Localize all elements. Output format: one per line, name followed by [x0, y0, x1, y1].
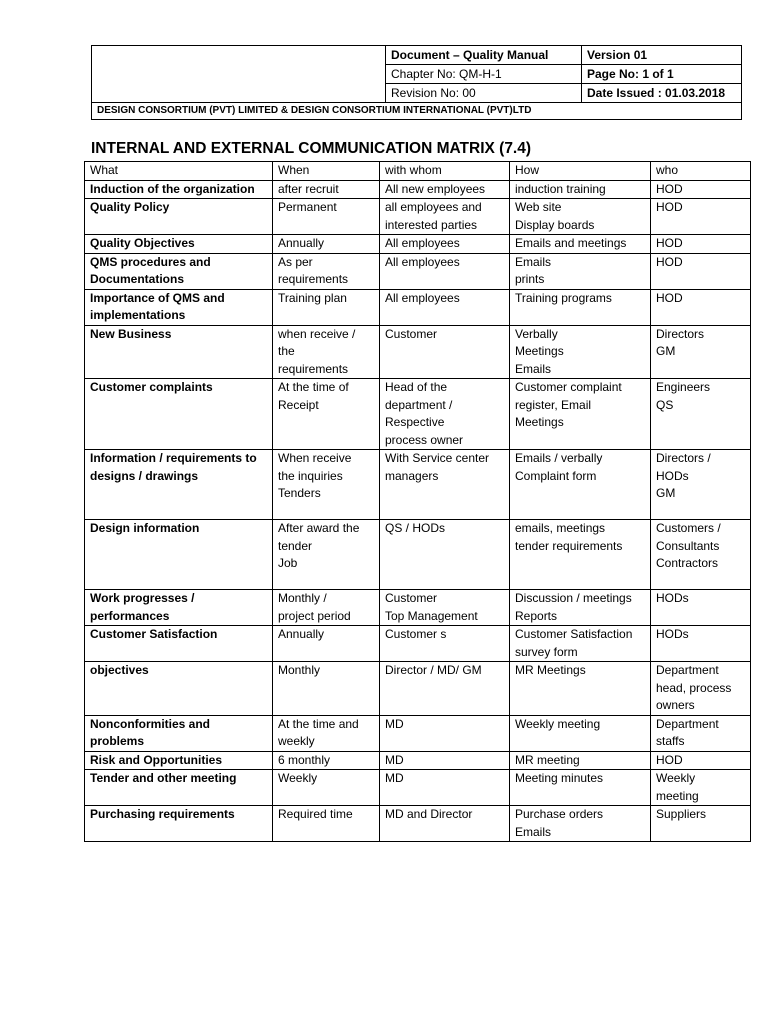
header-revision: Revision No: 00: [386, 84, 582, 103]
table-row: [85, 180, 751, 199]
cell-what: Customer Satisfaction: [85, 626, 273, 662]
table-row: [85, 379, 751, 450]
cell-what: Purchasing requirements: [85, 806, 273, 842]
cell-who: Customers / Consultants Contractors: [651, 520, 751, 590]
cell-how: emails, meetings tender requirements: [510, 520, 651, 590]
column-header-who: who: [651, 162, 751, 181]
cell-what: objectives: [85, 662, 273, 716]
cell-when: Monthly: [273, 662, 380, 716]
header-chapter: Chapter No: QM-H-1: [386, 65, 582, 84]
cell-who: HOD: [651, 289, 751, 325]
cell-how: MR meeting: [510, 751, 651, 770]
cell-when: At the time of Receipt: [273, 379, 380, 450]
cell-who: HODs: [651, 626, 751, 662]
cell-what: Information / requirements to designs / drawings: [85, 450, 273, 520]
table-row: [85, 590, 751, 626]
table-body: [85, 180, 751, 842]
cell-with: Customer s: [380, 626, 510, 662]
cell-what: QMS procedures and Documentations: [85, 253, 273, 289]
cell-with: Head of the department / Respective process owner: [380, 379, 510, 450]
cell-what: Quality Objectives: [85, 235, 273, 254]
table-row: [85, 662, 751, 716]
cell-what: New Business: [85, 325, 273, 379]
cell-when: Annually: [273, 235, 380, 254]
cell-how: Emails / verbally Complaint form: [510, 450, 651, 520]
cell-with: QS / HODs: [380, 520, 510, 590]
page-title: INTERNAL AND EXTERNAL COMMUNICATION MATRIX (7.4): [91, 140, 532, 157]
cell-who: HOD: [651, 199, 751, 235]
header-page: Page No: 1 of 1: [582, 65, 742, 84]
cell-with: All employees: [380, 253, 510, 289]
cell-with: All new employees: [380, 180, 510, 199]
cell-how: Emails prints: [510, 253, 651, 289]
cell-when: After award the tender Job: [273, 520, 380, 590]
cell-how: Verbally Meetings Emails: [510, 325, 651, 379]
table-row: [85, 199, 751, 235]
cell-with: Customer Top Management: [380, 590, 510, 626]
cell-who: Directors GM: [651, 325, 751, 379]
cell-who: HOD: [651, 180, 751, 199]
cell-when: 6 monthly: [273, 751, 380, 770]
header-version: Version 01: [582, 46, 742, 65]
cell-who: HOD: [651, 751, 751, 770]
cell-who: Department head, process owners: [651, 662, 751, 716]
cell-what: Quality Policy: [85, 199, 273, 235]
cell-with: MD: [380, 751, 510, 770]
document-header-table: [91, 45, 742, 120]
cell-when: Required time: [273, 806, 380, 842]
cell-what: Customer complaints: [85, 379, 273, 450]
cell-what: Tender and other meeting: [85, 770, 273, 806]
header-logo-area: [92, 46, 386, 103]
table-row: [85, 770, 751, 806]
cell-with: All employees: [380, 289, 510, 325]
column-header-with-whom: with whom: [380, 162, 510, 181]
column-header-what: What: [85, 162, 273, 181]
cell-when: Permanent: [273, 199, 380, 235]
cell-when: Monthly / project period: [273, 590, 380, 626]
cell-when: Training plan: [273, 289, 380, 325]
table-header-row: [85, 162, 751, 181]
table-row: [85, 520, 751, 590]
cell-with: Customer: [380, 325, 510, 379]
cell-who: Engineers QS: [651, 379, 751, 450]
table-row: [85, 235, 751, 254]
cell-who: HOD: [651, 235, 751, 254]
table-row: [85, 715, 751, 751]
cell-what: Importance of QMS and implementations: [85, 289, 273, 325]
table-row: [85, 450, 751, 520]
table-row: [85, 806, 751, 842]
cell-when: At the time and weekly: [273, 715, 380, 751]
column-header-when: When: [273, 162, 380, 181]
cell-who: Department staffs: [651, 715, 751, 751]
cell-how: Web site Display boards: [510, 199, 651, 235]
cell-how: Weekly meeting: [510, 715, 651, 751]
cell-when: Annually: [273, 626, 380, 662]
cell-how: Customer Satisfaction survey form: [510, 626, 651, 662]
cell-when: Weekly: [273, 770, 380, 806]
cell-with: MD: [380, 770, 510, 806]
cell-who: HOD: [651, 253, 751, 289]
cell-how: MR Meetings: [510, 662, 651, 716]
table-row: [85, 253, 751, 289]
cell-what: Design information: [85, 520, 273, 590]
cell-how: Meeting minutes: [510, 770, 651, 806]
table-row: [85, 626, 751, 662]
cell-who: Weekly meeting: [651, 770, 751, 806]
cell-with: All employees: [380, 235, 510, 254]
cell-with: MD and Director: [380, 806, 510, 842]
cell-what: Work progresses / performances: [85, 590, 273, 626]
table-row: [85, 325, 751, 379]
cell-how: Discussion / meetings Reports: [510, 590, 651, 626]
cell-when: after recruit: [273, 180, 380, 199]
cell-when: As per requirements: [273, 253, 380, 289]
table-row: [85, 289, 751, 325]
cell-who: HODs: [651, 590, 751, 626]
cell-when: When receive the inquiries Tenders: [273, 450, 380, 520]
cell-who: Directors / HODs GM: [651, 450, 751, 520]
cell-when: when receive / the requirements: [273, 325, 380, 379]
cell-how: Customer complaint register, Email Meetings: [510, 379, 651, 450]
column-header-how: How: [510, 162, 651, 181]
cell-what: Nonconformities and problems: [85, 715, 273, 751]
cell-with: Director / MD/ GM: [380, 662, 510, 716]
cell-how: Emails and meetings: [510, 235, 651, 254]
cell-who: Suppliers: [651, 806, 751, 842]
header-date-issued: Date Issued : 01.03.2018: [582, 84, 742, 103]
cell-with: MD: [380, 715, 510, 751]
cell-how: Training programs: [510, 289, 651, 325]
cell-what: Risk and Opportunities: [85, 751, 273, 770]
header-company: DESIGN CONSORTIUM (PVT) LIMITED & DESIGN CONSORTIUM INTERNATIONAL (PVT)LTD: [92, 103, 742, 120]
cell-what: Induction of the organization: [85, 180, 273, 199]
table-row: [85, 751, 751, 770]
cell-how: Purchase orders Emails: [510, 806, 651, 842]
header-document: Document – Quality Manual: [386, 46, 582, 65]
communication-matrix-table: [84, 161, 751, 842]
cell-with: all employees and interested parties: [380, 199, 510, 235]
cell-how: induction training: [510, 180, 651, 199]
cell-with: With Service center managers: [380, 450, 510, 520]
